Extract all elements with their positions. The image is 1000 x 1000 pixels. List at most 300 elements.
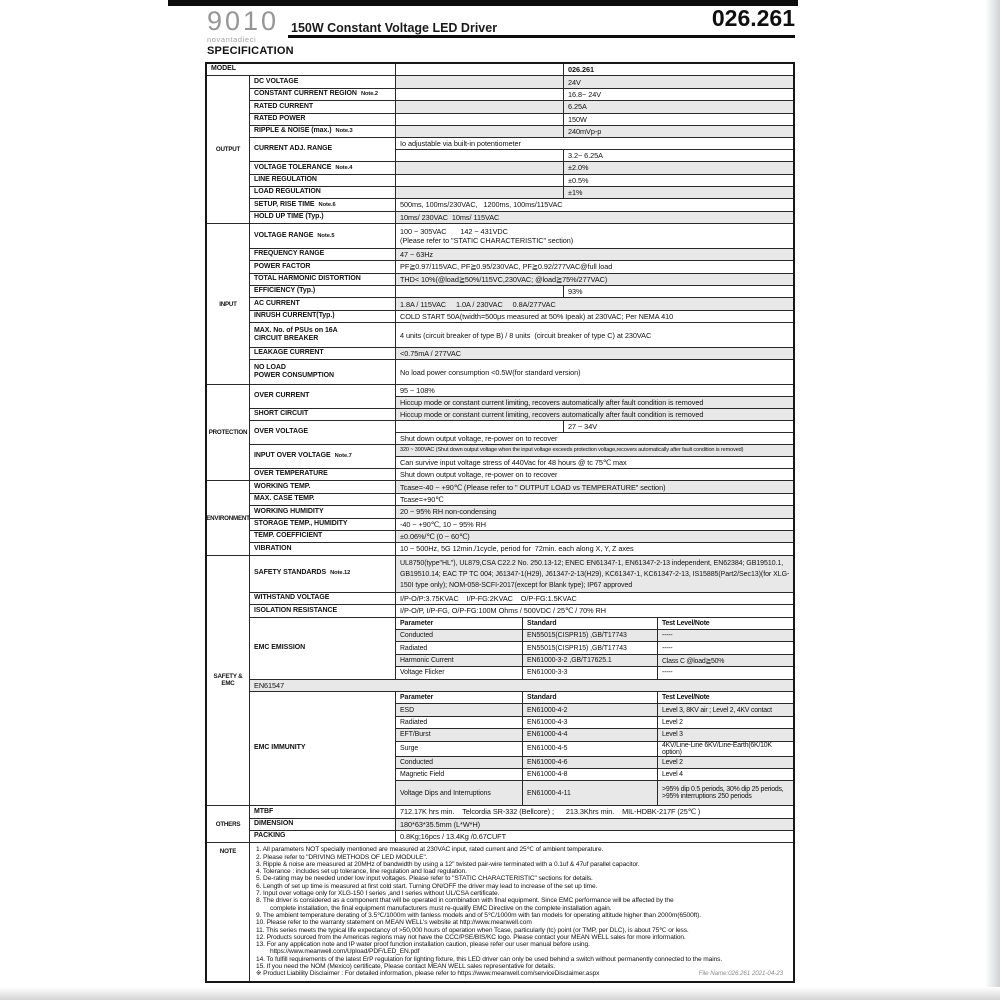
model-label: MODEL <box>207 64 396 75</box>
emc-data-cell: EN61000-4-2 <box>523 704 658 715</box>
row-value <box>396 409 793 420</box>
row-value <box>396 126 793 137</box>
spec-row <box>250 806 793 818</box>
row-label-text: VIBRATION <box>254 544 292 552</box>
row-value <box>396 286 793 297</box>
emc-data-cell: Voltage Dips and Interruptions <box>396 781 523 805</box>
row-label <box>250 76 396 87</box>
section-rows <box>250 556 793 805</box>
row-label-text: INPUT OVER VOLTAGE Note.7 <box>254 452 352 460</box>
spec-row <box>250 261 793 273</box>
specification-heading: SPECIFICATION <box>207 45 294 57</box>
section-rows <box>250 385 793 480</box>
row-value <box>396 481 793 492</box>
note-item: 8. The driver is considered as a component that will be operated in combination with final equipment. Since EMC performance will be affected by the complete installation, the final equipment manufacturers must re-qualify EMC Directive on the complete installation again. <box>256 897 674 912</box>
title-underline <box>288 35 795 38</box>
row-value <box>396 506 793 517</box>
row-value <box>396 175 793 186</box>
page-edge-shadow-bottom <box>0 987 1000 1000</box>
row-label <box>250 323 396 347</box>
row-label <box>250 692 396 805</box>
emc-header-row <box>396 692 793 704</box>
row-label <box>250 286 396 297</box>
value-line: I/P-O/P, I/P-FG, O/P-FG:100M Ohms / 500VDC / 25℃ / 70% RH <box>400 606 606 616</box>
row-label-text: EMC IMMUNITY <box>254 744 306 752</box>
value-line <box>396 175 793 186</box>
value-line: Hiccup mode or constant current limiting, recovers automatically after fault condition is removed <box>396 397 793 408</box>
emc-data-row <box>396 655 793 667</box>
value-line: Tcase=+90℃ <box>400 494 444 504</box>
row-value <box>396 298 793 309</box>
value-line: <0.75mA / 277VAC <box>396 348 793 359</box>
value-subcell-empty <box>396 89 564 100</box>
value-line: 100 ~ 305VAC 142 ~ 431VDC (Please refer to "STATIC CHARACTERISTIC" section) <box>400 226 574 245</box>
spec-row <box>250 531 793 543</box>
value-line: Hiccup mode or constant current limiting, recovers automatically after fault condition is removed <box>396 409 793 420</box>
emc-data-cell: Level 3 <box>662 731 683 739</box>
row-label-text: VOLTAGE TOLERANCE Note.4 <box>254 163 353 171</box>
spec-row <box>250 360 793 384</box>
spec-row <box>250 224 793 249</box>
note-item: 13. For any application note and IP water proof function installation caution, please refer our user manual before using. https://www.meanwell.com/Upload/PDF/LED_EN.pdf <box>256 941 590 956</box>
spec-row <box>250 286 793 298</box>
row-label-text2: POWER CONSUMPTION <box>254 372 335 380</box>
emc-data-cell: >95% dip 0.5 periods, 30% dip 25 periods, >95% interruptions 250 periods <box>662 786 784 801</box>
emc-data-row <box>396 642 793 654</box>
row-label-text: POWER FACTOR <box>254 262 311 270</box>
emc-data-row <box>396 717 793 729</box>
row-label-text: RATED CURRENT <box>254 102 314 110</box>
row-label-text: DIMENSION <box>254 819 294 827</box>
row-value <box>396 138 793 161</box>
value-line: 0.8Kg;16pcs / 13.4Kg /0.67CUFT <box>400 832 506 842</box>
emc-data-cell: Level 3, 8KV air ; Level 2, 4KV contact <box>662 706 772 714</box>
value-subcell-empty <box>396 114 564 125</box>
emc-data-cell: EN61000-4-8 <box>523 769 658 780</box>
spec-row <box>250 323 793 348</box>
section-others <box>207 806 793 843</box>
section-rows <box>250 224 793 384</box>
emc-data-row <box>396 729 793 741</box>
value-line: Io adjustable via built-in potentiometer <box>396 138 793 149</box>
note-item: 12. Products sourced from the Americas regions may not have the CCC/PSE/BIS/KC logo. Please contact your MEAN WELL sales for more information. <box>256 933 686 941</box>
row-label-text: LINE REGULATION <box>254 175 317 183</box>
section-label: ENVIRONMENT <box>207 481 250 554</box>
row-value <box>396 469 793 480</box>
document-title: 150W Constant Voltage LED Driver <box>291 21 498 35</box>
value-subcell-empty <box>396 187 564 198</box>
value-subcell-empty <box>396 421 564 431</box>
section-safety-emc <box>207 556 793 806</box>
spec-row <box>250 519 793 531</box>
emc-data-cell: EN61000-3-3 <box>523 667 658 678</box>
value-line: 712.17K hrs min. Telcordia SR-332 (Bellcore) ; 213.3Khrs min. MIL-HDBK-217F (25℃ ) <box>400 807 701 817</box>
row-value <box>396 605 793 616</box>
row-label-text: LOAD REGULATION <box>254 188 321 196</box>
spec-row <box>250 421 793 445</box>
row-label <box>250 819 396 830</box>
section-rows <box>250 76 793 223</box>
emc-header-row <box>396 618 793 630</box>
spec-row <box>250 469 793 480</box>
note-reference: Note.12 <box>330 570 351 577</box>
value-text: 6.25A <box>568 102 587 112</box>
row-label-text: TEMP. COEFFICIENT <box>254 532 323 540</box>
brand-logo <box>207 8 279 44</box>
row-label <box>250 101 396 112</box>
section-output <box>207 76 793 224</box>
row-label-text: MAX. No. of PSUs on 16A <box>254 326 338 334</box>
value-line: COLD START 50A(twidth=500μs measured at 50% Ipeak) at 230VAC; Per NEMA 410 <box>400 312 674 322</box>
row-label-text: RIPPLE & NOISE (max.) Note.3 <box>254 127 353 135</box>
row-label-text: TOTAL HARMONIC DISTORTION <box>254 275 361 283</box>
value-line: Can survive input voltage stress of 440Vac for 48 hours @ tc 75℃ max <box>400 457 627 467</box>
spec-row <box>250 348 793 360</box>
row-label-text: RATED POWER <box>254 114 306 122</box>
row-label-text: WITHSTAND VOLTAGE <box>254 594 330 602</box>
value-line: 320 ~ 390VAC (Shut down output voltage when the input voltage exceeds protection voltage,recovers automatically after fault condition is removed) <box>396 445 793 456</box>
row-value <box>396 385 793 408</box>
emc-data-cell: Level 2 <box>662 758 683 766</box>
row-value <box>396 360 793 384</box>
value-line <box>396 114 793 125</box>
value-line <box>396 286 793 297</box>
row-value <box>396 531 793 542</box>
row-label-text: MTBF <box>254 807 274 815</box>
row-label <box>250 212 396 223</box>
row-label <box>250 409 396 420</box>
value-text: ±2.0% <box>568 163 589 173</box>
row-label <box>250 494 396 505</box>
model-row <box>207 64 793 76</box>
section-rows <box>250 481 793 554</box>
emc-data-cell: EN61000-4-3 <box>523 717 658 728</box>
row-label-text: LEAKAGE CURRENT <box>254 349 324 357</box>
value-line <box>396 187 793 198</box>
row-label-text: CONSTANT CURRENT REGION Note.2 <box>254 90 379 98</box>
value-subcell-empty <box>396 76 564 87</box>
row-value <box>250 680 793 691</box>
value-text: 026.261 <box>568 65 595 75</box>
row-label <box>250 556 396 592</box>
value-subcell-empty <box>396 64 564 75</box>
spec-row <box>250 212 793 223</box>
value-line: 95 ~ 108% <box>396 385 793 396</box>
emc-header-cell: Standard <box>523 692 658 703</box>
row-label-text: HOLD UP TIME (Typ.) <box>254 213 324 221</box>
note-item: 6. Length of set up time is measured at first cold start. Turning ON/OFF the driver may lead to increase of the set up time. <box>256 882 598 890</box>
row-label-text: EMC EMISSION <box>254 643 306 651</box>
row-value <box>396 199 793 210</box>
row-value <box>396 543 793 554</box>
row-label <box>250 114 396 125</box>
note-item: 10. Please refer to the warranty statement on MEAN WELL's website at http://www.meanwell.com <box>256 919 532 927</box>
row-label-text: ISOLATION RESISTANCE <box>254 606 338 614</box>
note-item: 9. The ambient temperature derating of 3.5℃/1000m with fanless models and of 5℃/1000m with fan models for operating altitude higher than 2000m(6500ft). <box>256 911 701 919</box>
row-label-text: EFFICIENCY (Typ.) <box>254 287 316 295</box>
emc-data-cell: Radiated <box>396 717 523 728</box>
notes-label: NOTE <box>207 843 250 980</box>
row-value <box>396 831 793 842</box>
note-item: 2. Please refer to "DRIVING METHODS OF LED MODULE". <box>256 853 428 861</box>
row-label <box>250 274 396 285</box>
row-label-text: SHORT CIRCUIT <box>254 410 309 418</box>
value-line: UL8750(type"HL"), UL879,CSA C22.2 No. 250.13-12; ENEC EN61347-1, EN61347-2-13 independent, EN62384; GB19510.1, GB19510.14; EAC TP TC 004; J61347-1(H29), J61347-2-13(H29), KC61347-1, KC61347-2-13, IS15885(Part2/Sec13)(for XLG-150I type only); NOM-058-SCFI-2017(except for Blank type); IP67 approved <box>396 556 793 592</box>
note-item: ※ Product Liability Disclaimer : For detailed information, please refer to https://www.meanwell.com/serviceDisclaimer.aspx <box>256 970 600 978</box>
value-line: Shut down output voltage, re-power on to recover <box>400 433 558 443</box>
value-line: I/P-O/P:3.75KVAC I/P-FG:2KVAC O/P-FG:1.5KVAC <box>400 594 577 604</box>
model-value <box>396 64 793 75</box>
value-line: 180*63*35.5mm (L*W*H) <box>396 819 793 830</box>
row-label <box>250 162 396 173</box>
row-label-text: FREQUENCY RANGE <box>254 250 325 258</box>
section-environment <box>207 481 793 555</box>
note-item: 1. All parameters NOT specially mentioned are measured at 230VAC input, rated current and 25℃ of ambient temperature. <box>256 846 604 854</box>
row-label <box>250 531 396 542</box>
note-reference: Note.2 <box>360 91 379 98</box>
row-value <box>396 274 793 285</box>
row-label <box>250 298 396 309</box>
note-item: 3. Ripple & noise are measured at 20MHz of bandwidth by using a 12" twisted pair-wire terminated with a 0.1uf & 47uf parallel capacitor. <box>256 860 640 868</box>
note-item: 4. Tolerance : includes set up tolerance, line regulation and load regulation. <box>256 868 467 876</box>
row-value <box>396 212 793 223</box>
spec-row <box>250 138 793 162</box>
spec-row <box>250 819 793 831</box>
page-edge-shadow-right <box>985 0 1000 1000</box>
row-label-text: OVER CURRENT <box>254 392 310 400</box>
specification-table <box>205 62 795 983</box>
value-line <box>396 162 793 173</box>
row-label <box>250 506 396 517</box>
value-text: 150W <box>568 114 587 124</box>
emc-data-cell: Level 2 <box>662 718 683 726</box>
row-label <box>250 199 396 210</box>
value-line: 500ms, 100ms/230VAC, 1200ms, 100ms/115VAC <box>400 200 563 210</box>
spec-row <box>250 385 793 409</box>
row-value <box>396 348 793 359</box>
value-line: 4 units (circuit breaker of type B) / 8 units (circuit breaker of type C) at 230VAC <box>400 330 652 340</box>
value-line: 10 ~ 500Hz, 5G 12min./1cycle, period for 72min. each along X, Y, Z axes <box>400 544 634 554</box>
row-label <box>250 126 396 137</box>
value-line: Shut down output voltage, re-power on to recover <box>400 470 558 480</box>
row-label-text: WORKING HUMIDITY <box>254 507 324 515</box>
value-text: 24V <box>568 77 581 87</box>
note-item: 7. Input over voltage only for XLG-150 I series ,and I series without UL/CSA certificate. <box>256 890 500 898</box>
value-line <box>396 150 793 161</box>
row-label <box>250 89 396 100</box>
row-label-text: MAX. CASE TEMP. <box>254 495 315 503</box>
emc-data-cell: EN61000-4-6 <box>523 757 658 768</box>
row-value <box>396 187 793 198</box>
row-label-text2: CIRCUIT BREAKER <box>254 335 319 343</box>
row-label-text: STORAGE TEMP., HUMIDITY <box>254 519 348 527</box>
note-item: 5. De-rating may be needed under low input voltages. Please refer to "STATIC CHARACTERISTIC" sections for details. <box>256 875 593 883</box>
section-label: SAFETY & EMC <box>207 556 250 805</box>
row-value <box>396 224 793 248</box>
spec-row <box>250 274 793 286</box>
row-value <box>396 323 793 347</box>
notes-section <box>207 843 793 980</box>
value-subcell-empty <box>396 101 564 112</box>
value-subcell-empty <box>396 162 564 173</box>
row-value <box>396 76 793 87</box>
emc-data-cell: EN61000-4-5 <box>523 742 658 756</box>
row-value <box>396 819 793 830</box>
value-text: ±1% <box>568 188 583 198</box>
emc-data-row <box>396 757 793 769</box>
row-label-text: SAFETY STANDARDS Note.12 <box>254 569 351 577</box>
logo-novantadieci: novantadieci <box>207 35 257 44</box>
logo-9010: 9010 <box>207 6 280 36</box>
emc-data-row <box>396 742 793 757</box>
value-line: 47 ~ 63Hz <box>396 249 793 260</box>
spec-row <box>250 618 793 680</box>
note-item: 15. If you need the NOM (Mexico) certificate, Please contact MEAN WELL sales representative for details. <box>256 963 556 971</box>
spec-row <box>250 593 793 605</box>
spec-row <box>250 126 793 138</box>
span-row <box>250 680 793 692</box>
row-label-text: SETUP, RISE TIME Note.6 <box>254 200 336 208</box>
row-label <box>250 360 396 384</box>
note-reference: Note.3 <box>335 128 353 135</box>
value-line <box>396 89 793 100</box>
emc-data-cell: EN61000-4-11 <box>523 781 658 805</box>
spec-row <box>250 162 793 174</box>
row-label <box>250 481 396 492</box>
row-value <box>396 593 793 604</box>
spec-row <box>250 187 793 199</box>
emc-data-cell: EN61000-4-4 <box>523 729 658 740</box>
row-value <box>396 445 793 468</box>
spec-row <box>250 692 793 805</box>
emc-data-cell: Level 4 <box>662 771 683 779</box>
value-line <box>396 64 793 75</box>
note-reference: Note.4 <box>335 164 353 171</box>
emc-header-cell: Test Level/Note <box>662 619 710 627</box>
value-line: PF≧0.97/115VAC, PF≧0.95/230VAC, PF≧0.92/277VAC@full load <box>400 262 613 272</box>
row-label <box>250 831 396 842</box>
spec-row <box>250 89 793 101</box>
row-value <box>396 101 793 112</box>
value-text: 240mVp-p <box>568 127 602 137</box>
row-value <box>396 494 793 505</box>
emc-header-cell: Parameter <box>396 618 523 629</box>
note-item: 11. This series meets the typical life expectancy of >50,000 hours of operation when Tcase, particularly (tc) point (or TMP, per DLC), is about 75℃ or less. <box>256 926 689 934</box>
row-label-text: WORKING TEMP. <box>254 482 311 490</box>
row-value <box>396 618 793 679</box>
emc-data-cell: Class C @load≧50% <box>662 657 725 665</box>
file-name-footnote: File Name:026.261 2021-04-23 <box>698 970 783 978</box>
value-line: No load power consumption <0.5W(for standard version) <box>400 367 581 377</box>
spec-row <box>250 605 793 617</box>
spec-row <box>250 76 793 88</box>
emc-header-cell: Parameter <box>396 692 523 703</box>
spec-row <box>250 298 793 310</box>
row-label <box>250 261 396 272</box>
row-value <box>396 692 793 805</box>
value-line: 20 ~ 95% RH non-condensing <box>396 506 793 517</box>
row-value <box>396 89 793 100</box>
row-label-text: VOLTAGE RANGE Note.5 <box>254 231 335 239</box>
row-label <box>250 249 396 260</box>
section-label: OTHERS <box>207 806 250 842</box>
value-line <box>396 76 793 87</box>
value-text: 93% <box>568 287 583 297</box>
emc-data-cell: EN55015(CISPR15) ,GB/T17743 <box>523 642 658 653</box>
spec-row <box>250 543 793 554</box>
row-value <box>396 114 793 125</box>
value-text: 16.8~ 24V <box>568 89 602 99</box>
value-line: Tcase=-40 ~ +90℃ (Please refer to " OUTPUT LOAD vs TEMPERATURE" section) <box>396 481 793 492</box>
spec-row <box>250 175 793 187</box>
spec-row <box>250 831 793 842</box>
emc-header-cell: Test Level/Note <box>662 694 710 702</box>
row-value <box>396 261 793 272</box>
spec-row <box>250 249 793 261</box>
value-line: ±0.06%/℃ (0 ~ 60℃) <box>396 531 793 542</box>
spec-row <box>250 311 793 323</box>
row-value <box>396 162 793 173</box>
section-label: PROTECTION <box>207 385 250 480</box>
emc-data-cell: ----- <box>662 644 673 652</box>
spec-row <box>250 409 793 421</box>
row-value <box>396 519 793 530</box>
note-reference: Note.5 <box>317 232 335 239</box>
emc-data-cell: Magnetic Field <box>396 769 523 780</box>
note-reference: Note.6 <box>318 201 336 208</box>
model-number: 026.261 <box>711 5 795 31</box>
row-label <box>250 469 396 480</box>
emc-data-cell: Radiated <box>396 642 523 653</box>
row-label <box>250 593 396 604</box>
value-line: THD< 10%(@load≧50%/115VC,230VAC; @load≧75%/277VAC) <box>396 274 793 285</box>
value-line: EN61547 <box>250 680 793 691</box>
row-label <box>250 806 396 817</box>
emc-data-cell: EN55015(CISPR15) ,GB/T17743 <box>523 630 658 641</box>
row-label <box>250 445 396 468</box>
row-label <box>250 311 396 322</box>
value-text: ±0.5% <box>568 175 589 185</box>
emc-data-cell: Voltage Flicker <box>396 667 523 678</box>
row-label <box>250 618 396 679</box>
row-label-text: OVER VOLTAGE <box>254 428 308 436</box>
row-value <box>396 249 793 260</box>
row-value <box>396 421 793 444</box>
value-line <box>396 421 793 432</box>
row-label <box>250 605 396 616</box>
row-value <box>396 556 793 592</box>
row-label-text: PACKING <box>254 832 286 840</box>
value-line: 10ms/ 230VAC 10ms/ 115VAC <box>396 212 793 223</box>
emc-data-cell: ESD <box>396 704 523 715</box>
section-label: OUTPUT <box>207 76 250 223</box>
section-rows <box>250 806 793 842</box>
value-subcell-empty <box>396 126 564 137</box>
emc-data-row <box>396 630 793 642</box>
row-value <box>396 806 793 817</box>
emc-data-row <box>396 769 793 781</box>
emc-data-row <box>396 704 793 716</box>
row-label-text: DC VOLTAGE <box>254 77 299 85</box>
spec-row <box>250 494 793 506</box>
row-label-text: AC CURRENT <box>254 299 300 307</box>
emc-data-cell: Surge <box>396 742 523 756</box>
row-value <box>396 311 793 322</box>
emc-data-cell: Conducted <box>396 757 523 768</box>
emc-data-cell: Harmonic Current <box>396 655 523 666</box>
row-label <box>250 421 396 444</box>
row-label <box>250 543 396 554</box>
